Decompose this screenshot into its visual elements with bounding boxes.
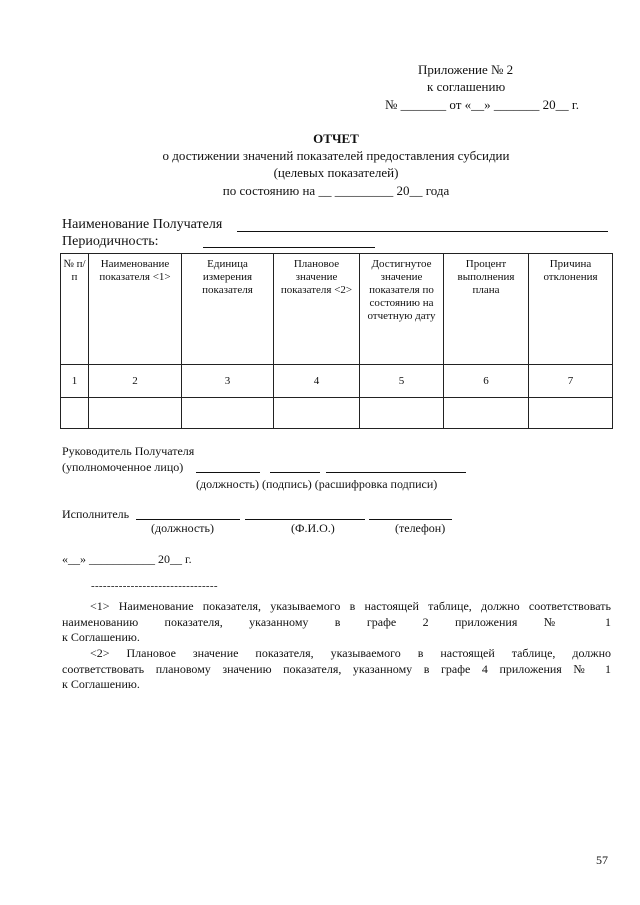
header-cell: Причина отклонения [529,254,613,365]
column-number-cell: 2 [89,365,182,398]
column-number-cell: 6 [444,365,529,398]
executor-position-caption: (должность) [151,521,214,535]
column-number-cell: 3 [182,365,274,398]
table-cell[interactable] [182,398,274,429]
column-number-cell: 4 [274,365,360,398]
report-subtitle-line2: (целевых показателей) [273,165,399,180]
table-cell[interactable] [274,398,360,429]
header-cell: № п/п [61,254,89,365]
executor-position-line [136,519,240,520]
header-cell: Плановое значение показателя <2> [274,254,360,365]
head-position-line [196,472,260,473]
table-cell[interactable] [360,398,444,429]
appendix-agreement-number: № _______ от «__» _______ 20__ г. [385,97,580,112]
recipient-name-line [237,231,608,232]
executor-phone-caption: (телефон) [395,521,446,535]
header-cell: Наименование показателя <1> [89,254,182,365]
periodicity-line [203,247,375,248]
footnote-2-line1: <2> Плановое значение показателя, указываемого в настоящей таблице, должно [90,646,611,660]
column-number-cell: 5 [360,365,444,398]
footnote-2-line2: соответствовать плановому значению показателя, указанному в графе 4 приложения № 1 [62,662,611,676]
head-label-line1: Руководитель Получателя [62,444,195,458]
page-number: 57 [596,853,608,867]
table-header-row [61,254,613,365]
footnote-1-line3: к Соглашению. [62,630,140,644]
footnote-separator: -------------------------------- [91,580,218,592]
head-decoding-line [326,472,466,473]
footnote-1-line2: наименованию показателя, указанному в графе 2 приложения № 1 [62,615,611,629]
header-cell: Единица измерения показателя [182,254,274,365]
table-number-row [61,365,613,398]
head-label-line2: (уполномоченное лицо) [62,460,184,474]
table-cell[interactable] [89,398,182,429]
report-table [60,253,613,429]
executor-fio-caption: (Ф.И.О.) [291,521,335,535]
date-line: «__» ___________ 20__ г. [62,552,192,566]
table-cell[interactable] [529,398,613,429]
report-subtitle-line1: о достижении значений показателей предоставления субсидии [162,148,510,163]
appendix-agreement: к соглашению [427,79,506,94]
footnote-1-line1: <1> Наименование показателя, указываемого в настоящей таблице, должно соответствовать [90,599,611,613]
executor-label: Исполнитель [62,507,130,521]
recipient-name-label: Наименование Получателя [62,217,223,232]
header-cell: Достигнутое значение показателя по состоянию на отчетную дату [360,254,444,365]
column-number-cell: 7 [529,365,613,398]
column-number-cell: 1 [61,365,89,398]
report-date-line: по состоянию на __ _________ 20__ года [222,183,450,198]
footnote-2-line3: к Соглашению. [62,677,140,691]
report-title: ОТЧЕТ [313,131,359,146]
head-signature-line [270,472,320,473]
appendix-title: Приложение № 2 [418,62,514,77]
table-cell[interactable] [61,398,89,429]
periodicity-label: Периодичность: [62,234,159,249]
executor-phone-line [369,519,452,520]
head-captions: (должность) (подпись) (расшифровка подписи) [196,477,438,491]
executor-fio-line [245,519,365,520]
table-row [61,398,613,429]
header-cell: Процент выполнения плана [444,254,529,365]
table-cell[interactable] [444,398,529,429]
